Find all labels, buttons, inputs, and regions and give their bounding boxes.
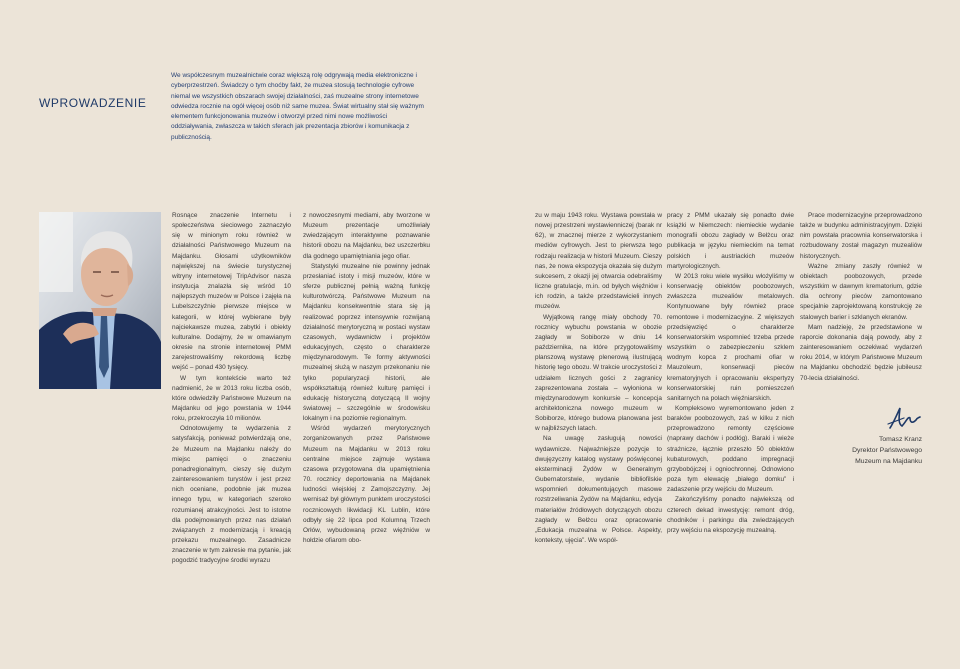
- body-paragraph: W 2013 roku wiele wysiłku włożyliśmy w konserwację obiektów poobozowych, zwłaszcza muzealiów metalowych. Kontynuowane były również prace remontowe i modernizacyjne. Z większych przedsięwzięć o charakterze konserwatorskim wspomnieć trzeba przede wszystkim o zabezpieczeniu szklem wodnym kopca z prochami ofiar w Mauzoleum, konserwacji pieców krematoryjnych i opracowaniu ekspertyzy konserwatorskiej ruin pomieszczeń sanitarnych na polach więźniarskich.: [667, 272, 794, 402]
- body-paragraph: Prace modernizacyjne przeprowadzono także w budynku administracyjnym. Dzięki nim powstała pracownia konserwatorska i rozbudowany został magazyn muzealiów historycznych.: [800, 212, 922, 260]
- body-paragraph: Kompleksowo wyremontowano jeden z baraków poobozowych, zaś w kilku z nich przeprowadzono remonty częściowe (naprawy dachów i podłóg). Baraki i wieże strażnicze, łącznie przeszło 50 obiektów kubaturowych, poddano impregnacji grzybobójczej i ogniochronnej. Odnowiono poza tym elewację „białego domku” i zadaszenie przy wejściu do Muzeum.: [667, 404, 794, 494]
- section-heading: WPROWADZENIE: [39, 96, 147, 110]
- body-paragraph: z nowoczesnymi mediami, aby tworzone w Muzeum prezentacje umożliwiały zwiedzającym interaktywne poznawanie historii obozu na Majdanku, bez uszczerbku dla godnego upamiętniania jego ofiar.: [303, 212, 430, 260]
- body-column-5: [800, 211, 922, 566]
- body-paragraph: Ważne zmiany zaszły również w obiektach poobozowych, przede wszystkim w dawnym krematorium, gdzie dla ochrony pieców zamontowano specjalnie zaprojektowaną konstrukcję ze stalowych barier i szklanych ekranów.: [800, 262, 922, 321]
- body-column-2: [303, 211, 430, 566]
- body-paragraph: zu w maju 1943 roku. Wystawa powstała w nowej przestrzeni wystawienniczej (barak nr 62), w znacznej mierze z wykorzystaniem mediów cyfrowych. Jest to pierwsza tego rodzaju realizacja w historii Muzeum. Cieszy nas, że nowa ekspozycja okazała się dużym sukcesem, z okazji jej otwarcia odebraliśmy liczne gratulacje, m.in. od byłych więźniów i ich rodzin, a także przedstawicieli innych muzeów.: [535, 212, 662, 311]
- body-paragraph: Wyjątkową rangę miały obchody 70. rocznicy wybuchu powstania w obozie zagłady w Sobiborze w dniu 14 października, na które przygotowaliśmy planszową wystawę plenerową ilustrującą historię tego obozu. W trakcie uroczystości z udziałem licznych gości z zagranicy zaprezentowana została – wyłoniona w międzynarodowym konkursie – koncepcja architektoniczna nowego muzeum w Sobiborze, którego budowa planowana jest w najbliższych latach.: [535, 313, 662, 433]
- body-paragraph: Statystyki muzealne nie powinny jednak przesłaniać istoty i misji muzeów, które w sferze publicznej pełnią ważną funkcję kulturotwórczą. Państwowe Muzeum na Majdanku konsekwentnie stara się ją realizować poprzez intensywnie rozwijaną działalność merytoryczną w postaci wystaw czasowych, wydawnictw i projektów edukacyjnych, często o charakterze międzynarodowym. Te formy aktywności muzealnej służą w naszym przekonaniu nie tylko popularyzacji historii, ale współkształtują również kulturę pamięci i edukację historyczną dotyczącą II wojny światowej – szczególnie w środowisku lokalnym i na poziomie regionalnym.: [303, 262, 430, 423]
- director-portrait: [39, 212, 161, 389]
- signatory-name: Tomasz Kranz: [878, 436, 922, 443]
- body-paragraph: W tym kontekście warto też nadmienić, że w 2013 roku liczba osób, które odwiedziły Państwowe Muzeum na Majdanku od jego powstania w 1944 roku, przekroczyła 10 milionów.: [172, 374, 291, 423]
- body-paragraph: Zakończyliśmy ponadto najwiekszą od czterech dekad inwestycję: remont dróg, chodników i parkingu dla zwiedzających przy wejściu na ekspozycję muzealną.: [667, 496, 794, 534]
- signatory-role: Dyrektor Państwowego: [852, 447, 922, 454]
- body-column-3: [535, 211, 662, 566]
- body-paragraph: Odnotowujemy te wydarzenia z satysfakcją, ponieważ potwierdzają one, że Muzeum na Majdanku należy do miejsc pamięci o znaczeniu ponadregionalnym, cieszy się dużym zainteresowaniem turystów i jest przez nich oceniane, podobnie jak muzea innego typu, w kategoriach szeroko rozumianej atrakcyjności. Jest to istotne dla podejmowanych przez nas działań związanych z modernizacją i kreacją przekazu muzealnego. Zasadnicze znaczenie w tym zakresie ma pytanie, jak pogodzić tradycyjne środki wyrazu: [172, 425, 291, 565]
- intro-paragraph: [171, 71, 429, 143]
- body-paragraph: Wśród wydarzeń merytorycznych zorganizowanych przez Państwowe Muzeum na Majdanku w 2013 roku centralne miejsce zajmuje wystawa czasowa przygotowana dla upamiętnienia 70. rocznicy deportowania na Majdanek ludności wiejskiej z Zamojszczyzny. Jej wernisaż był głównym punktem uroczystości rocznicowych likwidacji KL Lublin, które odbyły się 22 lipca pod Kolumną Trzech Orłów, wybudowaną przez więźniów w hołdzie ofiarom obo-: [303, 425, 430, 544]
- body-paragraph: Na uwagę zasługują nowości wydawnicze. Najważniejsze pozycje to dwujęzyczny katalog wystawy poświęconej eksterminacji Żydów w Generalnym Gubernatorstwie, wydanie bibliofilskie wspomnień dokumentujących masowe rozstrzeliwania Żydów na Majdanku, edycja materiałów źródłowych dotyczących obozu zagłady w Bełżcu oraz opracowanie „Edukacja muzealna w Polsce. Aspekty, konteksty, ujęcia”. We współ-: [535, 435, 662, 544]
- signature-block: [820, 404, 922, 467]
- signatory-organization: Muzeum na Majdanku: [855, 458, 922, 465]
- intro-text: We współczesnym muzealnictwie coraz większą rolę odgrywają media elektroniczne i cyberprzestrzeń. Świadczy o tym choćby fakt, że muzea stosują technologie cyfrowe niemal we wszystkich obszarach swojej działalności, zaś muzealne strony internetowe odwiedza rocznie na ogół więcej osób niż same muzea. Świat wirtualny stał się ważnym elementem funkcjonowania muzeów i otworzył przed nimi nowe możliwości oddziaływania, zwłaszcza w takich sferach jak prezentacja zbiorów i komunikacja z publicznością.: [171, 72, 424, 141]
- body-paragraph: Rosnące znaczenie Internetu i społeczeństwa sieciowego zaznaczyło się w minionym roku również w działalności Państwowego Muzeum na Majdanku. Głosami użytkowników największej na świecie turystycznej witryny internetowej TripAdvisor nasza instytucja znalazła się wśród 10 najlepszych muzeów w Polsce i zajęła na Lubelszczyźnie pierwsze miejsce w kategorii, w której wybierane były najciekawsze muzea, zabytki i obiekty kulturalne. Dodajmy, że w omawianym okresie na stronie internetowej PMM zarejestrowaliśmy rekordową liczbę wejść – ponad 430 tysięcy.: [172, 212, 291, 372]
- director-portrait-image: [39, 212, 161, 389]
- handwritten-signature-icon: [886, 404, 922, 434]
- body-column-1: [172, 211, 291, 566]
- body-column-4: [667, 211, 794, 566]
- body-paragraph: Mam nadzieję, że przedstawione w raporcie dokonania dają powody, aby z zainteresowaniem oczekiwać wydarzeń roku 2014, w którym Państwowe Muzeum na Majdanku obchodzić będzie jubileusz 70-lecia działalności.: [800, 323, 922, 382]
- body-paragraph: pracy z PMM ukazały się ponadto dwie książki w Niemczech: niemieckie wydanie monografii obozu zagłady w Bełżcu oraz publikacja w języku niemieckim na temat polskich i austriackich muzeów martyrologicznych.: [667, 212, 794, 270]
